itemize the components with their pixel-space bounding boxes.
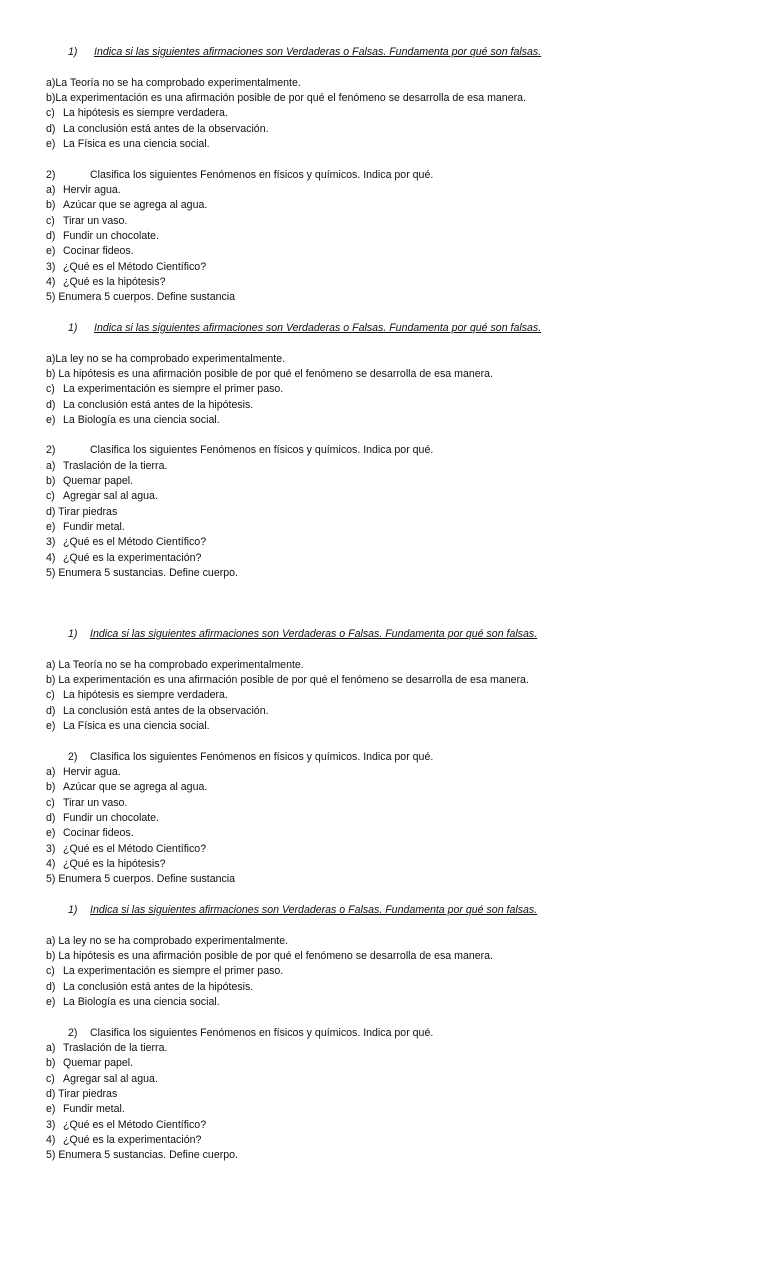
item-label: d) <box>46 981 56 993</box>
phenomenon-item <box>46 505 117 519</box>
phenomenon-item <box>46 1072 158 1086</box>
item-text: Hervir agua. <box>63 766 121 778</box>
statement-text: b) La hipótesis es una afirmación posible de por qué el fenómeno se desarrolla de esa manera. <box>46 368 493 380</box>
item-label: 3) <box>46 261 56 273</box>
item-text: ¿Qué es el Método Científico? <box>63 1119 207 1131</box>
item-label: e) <box>46 245 56 257</box>
statement-item <box>46 658 304 672</box>
phenomenon-item <box>46 520 125 534</box>
item-label: c) <box>46 383 55 395</box>
statement-text: a)La Teoría no se ha comprobado experimentalmente. <box>46 77 301 89</box>
statement-item <box>46 934 288 948</box>
item-label: e) <box>46 521 56 533</box>
question-2-heading <box>46 1026 433 1040</box>
phenomenon-item <box>46 183 121 197</box>
question-text: Indica si las siguientes afirmaciones son Verdaderas o Falsas. Fundamenta por qué son falsas. <box>94 322 542 334</box>
item-label: e) <box>46 138 56 150</box>
item-label: 3) <box>46 1119 56 1131</box>
item-label: 3) <box>46 536 56 548</box>
item-text: Cocinar fideos. <box>63 245 134 257</box>
item-text: 5) Enumera 5 cuerpos. Define sustancia <box>46 291 236 303</box>
statement-text: La Biología es una ciencia social. <box>63 996 220 1008</box>
item-label: c) <box>46 215 55 227</box>
question-number: 1) <box>68 904 78 916</box>
item-label: c) <box>46 689 55 701</box>
item-label: a) <box>46 1042 56 1054</box>
statement-item <box>46 76 301 90</box>
item-text: ¿Qué es la experimentación? <box>63 1134 202 1146</box>
item-label: 4) <box>46 1134 56 1146</box>
item-label: d) <box>46 705 56 717</box>
question-item <box>46 857 165 871</box>
statement-text: a) La ley no se ha comprobado experimentalmente. <box>46 935 289 947</box>
statement-item <box>46 122 269 136</box>
question-2-heading <box>46 168 433 182</box>
phenomenon-item <box>46 1102 125 1116</box>
item-text: ¿Qué es el Método Científico? <box>63 261 207 273</box>
item-text: Traslación de la tierra. <box>63 1042 168 1054</box>
question-item <box>46 535 206 549</box>
statement-item <box>46 398 253 412</box>
statement-item <box>46 413 220 427</box>
item-text: Fundir metal. <box>63 521 125 533</box>
statement-item <box>46 352 285 366</box>
item-label: c) <box>46 1073 55 1085</box>
item-text: ¿Qué es el Método Científico? <box>63 536 207 548</box>
statement-item <box>46 995 220 1009</box>
item-text: Hervir agua. <box>63 184 121 196</box>
item-label: e) <box>46 996 56 1008</box>
question-number: 1) <box>68 322 78 334</box>
item-label: 4) <box>46 552 56 564</box>
question-number: 1) <box>68 628 78 640</box>
question-item <box>46 275 165 289</box>
item-label: d) <box>46 399 56 411</box>
item-label: a) <box>46 766 56 778</box>
question-text: Clasifica los siguientes Fenómenos en físicos y químicos. Indica por qué. <box>90 1027 434 1039</box>
question-item <box>46 1148 238 1162</box>
statement-item <box>46 964 283 978</box>
item-label: c) <box>46 965 55 977</box>
phenomenon-item <box>46 1041 167 1055</box>
statement-item <box>46 949 493 963</box>
item-text: 5) Enumera 5 sustancias. Define cuerpo. <box>46 567 238 579</box>
statement-item <box>46 980 253 994</box>
item-text: Agregar sal al agua. <box>63 1073 158 1085</box>
statement-text: La hipótesis es siempre verdadera. <box>63 689 228 701</box>
item-text: 5) Enumera 5 sustancias. Define cuerpo. <box>46 1149 238 1161</box>
item-label: a) <box>46 184 56 196</box>
question-number: 2) <box>46 169 56 181</box>
phenomenon-item <box>46 1087 117 1101</box>
phenomenon-item <box>46 244 134 258</box>
item-text: Cocinar fideos. <box>63 827 134 839</box>
statement-text: La Física es una ciencia social. <box>63 720 210 732</box>
statement-item <box>46 688 228 702</box>
question-item <box>46 260 206 274</box>
item-text: Fundir metal. <box>63 1103 125 1115</box>
question-number: 2) <box>68 751 78 763</box>
item-text: ¿Qué es la hipótesis? <box>63 276 166 288</box>
statement-text: La Biología es una ciencia social. <box>63 414 220 426</box>
item-text: Agregar sal al agua. <box>63 490 158 502</box>
statement-text: a)La ley no se ha comprobado experimentalmente. <box>46 353 286 365</box>
item-text: Azúcar que se agrega al agua. <box>63 781 208 793</box>
item-label: c) <box>46 107 55 119</box>
item-text: Quemar papel. <box>63 475 134 487</box>
statement-text: La conclusión está antes de la hipótesis. <box>63 981 254 993</box>
question-item <box>46 290 235 304</box>
item-label: b) <box>46 781 56 793</box>
item-label: b) <box>46 475 56 487</box>
phenomenon-item <box>46 765 121 779</box>
phenomenon-item <box>46 780 207 794</box>
phenomenon-item <box>46 1056 133 1070</box>
phenomenon-item <box>46 474 133 488</box>
item-text: Azúcar que se agrega al agua. <box>63 199 208 211</box>
question-2-heading <box>46 443 433 457</box>
phenomenon-item <box>46 459 167 473</box>
phenomenon-item <box>46 811 159 825</box>
statement-text: La experimentación es siempre el primer paso. <box>63 383 284 395</box>
item-label: e) <box>46 414 56 426</box>
statement-item <box>46 106 228 120</box>
question-item <box>46 842 206 856</box>
statement-text: La hipótesis es siempre verdadera. <box>63 107 228 119</box>
item-label: d) <box>46 230 56 242</box>
question-1-heading <box>46 627 537 641</box>
statement-text: La conclusión está antes de la hipótesis. <box>63 399 254 411</box>
statement-item <box>46 719 210 733</box>
statement-text: La Física es una ciencia social. <box>63 138 210 150</box>
question-text: Indica si las siguientes afirmaciones son Verdaderas o Falsas. Fundamenta por qué son falsas. <box>94 46 542 58</box>
question-number: 2) <box>46 444 56 456</box>
question-text: Indica si las siguientes afirmaciones son Verdaderas o Falsas. Fundamenta por qué son falsas. <box>90 904 538 916</box>
question-item <box>46 1133 201 1147</box>
phenomenon-item <box>46 229 159 243</box>
question-1-heading <box>46 321 541 335</box>
item-label: c) <box>46 490 55 502</box>
question-1-heading <box>46 903 537 917</box>
item-label: b) <box>46 1057 56 1069</box>
item-label: e) <box>46 720 56 732</box>
question-item <box>46 1118 206 1132</box>
item-text: d) Tirar piedras <box>46 1088 118 1100</box>
item-text: Tirar un vaso. <box>63 797 128 809</box>
statement-text: La conclusión está antes de la observación. <box>63 705 269 717</box>
item-text: d) Tirar piedras <box>46 506 118 518</box>
item-text: Fundir un chocolate. <box>63 812 159 824</box>
statement-text: b) La experimentación es una afirmación posible de por qué el fenómeno se desarrolla de esa manera. <box>46 674 529 686</box>
item-label: e) <box>46 827 56 839</box>
phenomenon-item <box>46 198 207 212</box>
item-label: 3) <box>46 843 56 855</box>
statement-item <box>46 367 493 381</box>
question-text: Clasifica los siguientes Fenómenos en físicos y químicos. Indica por qué. <box>90 751 434 763</box>
statement-item <box>46 91 526 105</box>
item-label: b) <box>46 199 56 211</box>
question-1-heading <box>46 45 541 59</box>
phenomenon-item <box>46 214 127 228</box>
question-text: Clasifica los siguientes Fenómenos en físicos y químicos. Indica por qué. <box>90 169 434 181</box>
statement-item <box>46 382 283 396</box>
item-label: d) <box>46 812 56 824</box>
item-text: Tirar un vaso. <box>63 215 128 227</box>
statement-text: a) La Teoría no se ha comprobado experimentalmente. <box>46 659 304 671</box>
phenomenon-item <box>46 826 134 840</box>
statement-item <box>46 704 269 718</box>
question-number: 1) <box>68 46 78 58</box>
item-text: Fundir un chocolate. <box>63 230 159 242</box>
item-label: c) <box>46 797 55 809</box>
item-text: Quemar papel. <box>63 1057 134 1069</box>
phenomenon-item <box>46 489 158 503</box>
item-label: 4) <box>46 276 56 288</box>
item-label: 4) <box>46 858 56 870</box>
question-item <box>46 551 201 565</box>
statement-text: La conclusión está antes de la observación. <box>63 123 269 135</box>
question-number: 2) <box>68 1027 78 1039</box>
question-text: Indica si las siguientes afirmaciones son Verdaderas o Falsas. Fundamenta por qué son falsas. <box>90 628 538 640</box>
item-text: ¿Qué es la experimentación? <box>63 552 202 564</box>
question-item <box>46 566 238 580</box>
item-text: Traslación de la tierra. <box>63 460 168 472</box>
item-label: a) <box>46 460 56 472</box>
question-text: Clasifica los siguientes Fenómenos en físicos y químicos. Indica por qué. <box>90 444 434 456</box>
question-2-heading <box>46 750 433 764</box>
question-item <box>46 872 235 886</box>
item-label: d) <box>46 123 56 135</box>
item-text: ¿Qué es la hipótesis? <box>63 858 166 870</box>
statement-item <box>46 137 210 151</box>
phenomenon-item <box>46 796 127 810</box>
item-text: ¿Qué es el Método Científico? <box>63 843 207 855</box>
statement-text: b)La experimentación es una afirmación posible de por qué el fenómeno se desarrolla de esa manera. <box>46 92 526 104</box>
item-text: 5) Enumera 5 cuerpos. Define sustancia <box>46 873 236 885</box>
item-label: e) <box>46 1103 56 1115</box>
statement-text: La experimentación es siempre el primer paso. <box>63 965 284 977</box>
statement-text: b) La hipótesis es una afirmación posible de por qué el fenómeno se desarrolla de esa manera. <box>46 950 493 962</box>
statement-item <box>46 673 529 687</box>
